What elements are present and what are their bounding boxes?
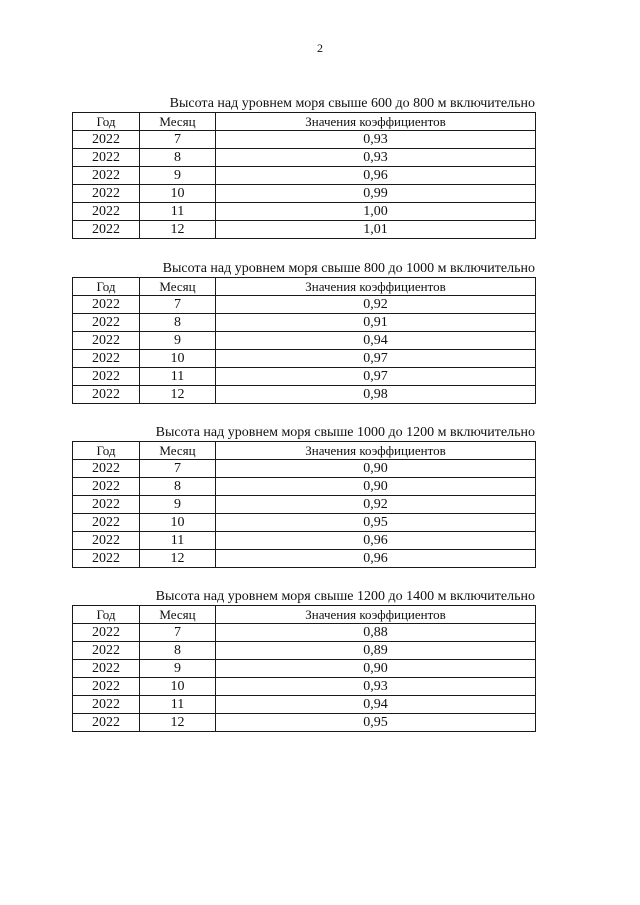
coefficient-table xyxy=(72,441,536,568)
cell-year: 2022 xyxy=(73,167,140,185)
header-month: Месяц xyxy=(140,606,216,624)
cell-value: 0,99 xyxy=(216,185,536,203)
cell-year: 2022 xyxy=(73,185,140,203)
cell-year: 2022 xyxy=(73,314,140,332)
cell-value: 0,93 xyxy=(216,149,536,167)
cell-year: 2022 xyxy=(73,296,140,314)
header-month: Месяц xyxy=(140,278,216,296)
header-value: Значения коэффициентов xyxy=(216,278,536,296)
table-row xyxy=(73,131,536,149)
cell-value: 0,90 xyxy=(216,478,536,496)
cell-month: 7 xyxy=(140,460,216,478)
cell-year: 2022 xyxy=(73,496,140,514)
cell-month: 11 xyxy=(140,532,216,550)
cell-year: 2022 xyxy=(73,624,140,642)
cell-month: 11 xyxy=(140,368,216,386)
cell-month: 7 xyxy=(140,296,216,314)
cell-year: 2022 xyxy=(73,642,140,660)
cell-value: 1,01 xyxy=(216,221,536,239)
cell-year: 2022 xyxy=(73,678,140,696)
table-row xyxy=(73,478,536,496)
table-row xyxy=(73,221,536,239)
cell-year: 2022 xyxy=(73,350,140,368)
table-header-row xyxy=(73,278,536,296)
page-number: 2 xyxy=(317,41,323,55)
cell-month: 7 xyxy=(140,131,216,149)
cell-year: 2022 xyxy=(73,368,140,386)
cell-value: 0,98 xyxy=(216,386,536,404)
section-800-1000 xyxy=(72,261,535,404)
table-row xyxy=(73,532,536,550)
header-year: Год xyxy=(73,113,140,131)
cell-value: 0,94 xyxy=(216,332,536,350)
header-month: Месяц xyxy=(140,442,216,460)
cell-month: 11 xyxy=(140,203,216,221)
table-header-row xyxy=(73,442,536,460)
cell-year: 2022 xyxy=(73,550,140,568)
cell-month: 8 xyxy=(140,478,216,496)
table-row xyxy=(73,350,536,368)
cell-month: 10 xyxy=(140,350,216,368)
table-row xyxy=(73,386,536,404)
table-row xyxy=(73,696,536,714)
cell-year: 2022 xyxy=(73,532,140,550)
cell-month: 10 xyxy=(140,514,216,532)
cell-year: 2022 xyxy=(73,660,140,678)
table-row xyxy=(73,203,536,221)
table-row xyxy=(73,167,536,185)
section-title: Высота над уровнем моря свыше 1000 до 1200 м включительно xyxy=(155,425,535,440)
header-year: Год xyxy=(73,606,140,624)
cell-month: 12 xyxy=(140,714,216,732)
cell-month: 9 xyxy=(140,167,216,185)
table-row xyxy=(73,368,536,386)
section-1200-1400 xyxy=(72,589,535,732)
header-month: Месяц xyxy=(140,113,216,131)
cell-month: 12 xyxy=(140,550,216,568)
table-row xyxy=(73,642,536,660)
cell-year: 2022 xyxy=(73,386,140,404)
cell-value: 0,96 xyxy=(216,550,536,568)
header-value: Значения коэффициентов xyxy=(216,113,536,131)
cell-month: 9 xyxy=(140,332,216,350)
cell-year: 2022 xyxy=(73,332,140,350)
cell-value: 0,96 xyxy=(216,167,536,185)
section-600-800 xyxy=(72,96,535,239)
cell-year: 2022 xyxy=(73,221,140,239)
coefficient-table xyxy=(72,605,536,732)
cell-month: 12 xyxy=(140,386,216,404)
cell-value: 0,94 xyxy=(216,696,536,714)
cell-value: 0,97 xyxy=(216,350,536,368)
cell-month: 10 xyxy=(140,678,216,696)
cell-month: 8 xyxy=(140,642,216,660)
cell-year: 2022 xyxy=(73,696,140,714)
cell-value: 0,96 xyxy=(216,532,536,550)
cell-value: 0,90 xyxy=(216,460,536,478)
table-header-row xyxy=(73,606,536,624)
table-row xyxy=(73,149,536,167)
cell-value: 0,89 xyxy=(216,642,536,660)
table-row xyxy=(73,460,536,478)
table-row xyxy=(73,496,536,514)
table-row xyxy=(73,660,536,678)
header-value: Значения коэффициентов xyxy=(216,442,536,460)
cell-year: 2022 xyxy=(73,514,140,532)
cell-year: 2022 xyxy=(73,131,140,149)
table-row xyxy=(73,678,536,696)
table-row xyxy=(73,550,536,568)
header-year: Год xyxy=(73,278,140,296)
cell-value: 0,92 xyxy=(216,296,536,314)
cell-value: 0,92 xyxy=(216,496,536,514)
cell-month: 11 xyxy=(140,696,216,714)
coefficient-table xyxy=(72,277,536,404)
cell-month: 8 xyxy=(140,149,216,167)
table-row xyxy=(73,514,536,532)
section-title: Высота над уровнем моря свыше 800 до 1000 м включительно xyxy=(162,261,535,276)
cell-year: 2022 xyxy=(73,203,140,221)
cell-month: 10 xyxy=(140,185,216,203)
table-row xyxy=(73,314,536,332)
cell-value: 0,93 xyxy=(216,678,536,696)
cell-month: 12 xyxy=(140,221,216,239)
table-header-row xyxy=(73,113,536,131)
cell-value: 0,93 xyxy=(216,131,536,149)
section-1000-1200 xyxy=(72,425,535,568)
table-row xyxy=(73,624,536,642)
cell-month: 8 xyxy=(140,314,216,332)
cell-month: 9 xyxy=(140,660,216,678)
section-title: Высота над уровнем моря свыше 600 до 800 м включительно xyxy=(169,96,535,111)
table-row xyxy=(73,332,536,350)
cell-value: 1,00 xyxy=(216,203,536,221)
cell-value: 0,91 xyxy=(216,314,536,332)
cell-value: 0,90 xyxy=(216,660,536,678)
cell-year: 2022 xyxy=(73,714,140,732)
table-row xyxy=(73,296,536,314)
table-row xyxy=(73,714,536,732)
cell-value: 0,95 xyxy=(216,714,536,732)
header-year: Год xyxy=(73,442,140,460)
cell-value: 0,88 xyxy=(216,624,536,642)
cell-month: 7 xyxy=(140,624,216,642)
header-value: Значения коэффициентов xyxy=(216,606,536,624)
cell-value: 0,95 xyxy=(216,514,536,532)
cell-value: 0,97 xyxy=(216,368,536,386)
section-title: Высота над уровнем моря свыше 1200 до 1400 м включительно xyxy=(155,589,535,604)
table-row xyxy=(73,185,536,203)
cell-year: 2022 xyxy=(73,478,140,496)
coefficient-table xyxy=(72,112,536,239)
cell-month: 9 xyxy=(140,496,216,514)
cell-year: 2022 xyxy=(73,460,140,478)
cell-year: 2022 xyxy=(73,149,140,167)
